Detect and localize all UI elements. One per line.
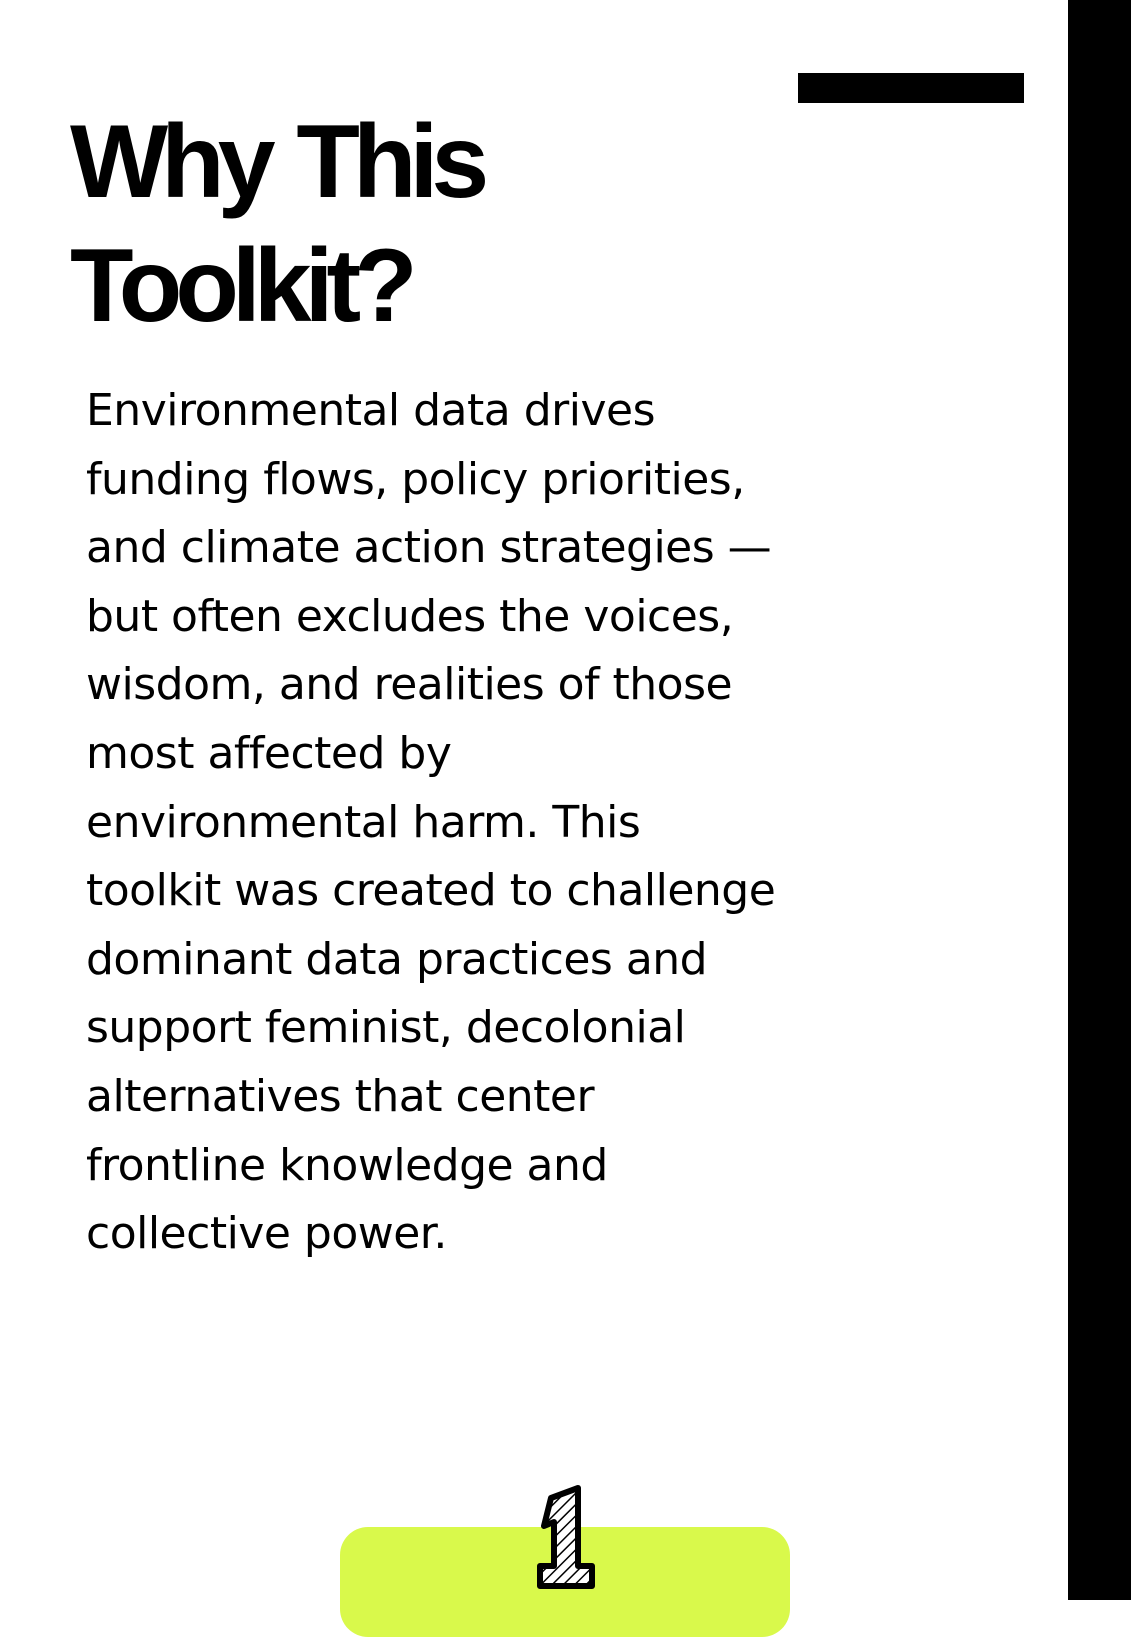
body-line-8: toolkit was created to challenge	[86, 865, 776, 917]
title-line-1: Why This	[70, 104, 483, 220]
body-line-5: wisdom, and realities of those	[86, 659, 733, 711]
body-line-2: funding flows, policy priorities,	[86, 453, 745, 505]
body-line-3: and climate action strategies —	[86, 522, 772, 574]
right-edge-bar	[1068, 0, 1131, 1600]
page-number: 1	[564, 1599, 566, 1600]
body-line-9: dominant data practices and	[86, 933, 708, 985]
body-line-10: support feminist, decolonial	[86, 1002, 686, 1054]
body-line-6: most affected by	[86, 727, 452, 779]
page-number-badge	[520, 1480, 610, 1600]
body-line-11: alternatives that center	[86, 1070, 595, 1122]
body-line-12: frontline knowledge and	[86, 1139, 608, 1191]
top-rule	[798, 73, 1024, 103]
body-line-13: collective power.	[86, 1208, 447, 1260]
body-line-7: environmental harm. This	[86, 796, 641, 848]
title-line-2: Toolkit?	[70, 228, 411, 344]
body-paragraph	[86, 377, 886, 1269]
page-title	[70, 100, 770, 348]
body-line-1: Environmental data drives	[86, 385, 655, 436]
body-line-4: but often excludes the voices,	[86, 590, 734, 642]
